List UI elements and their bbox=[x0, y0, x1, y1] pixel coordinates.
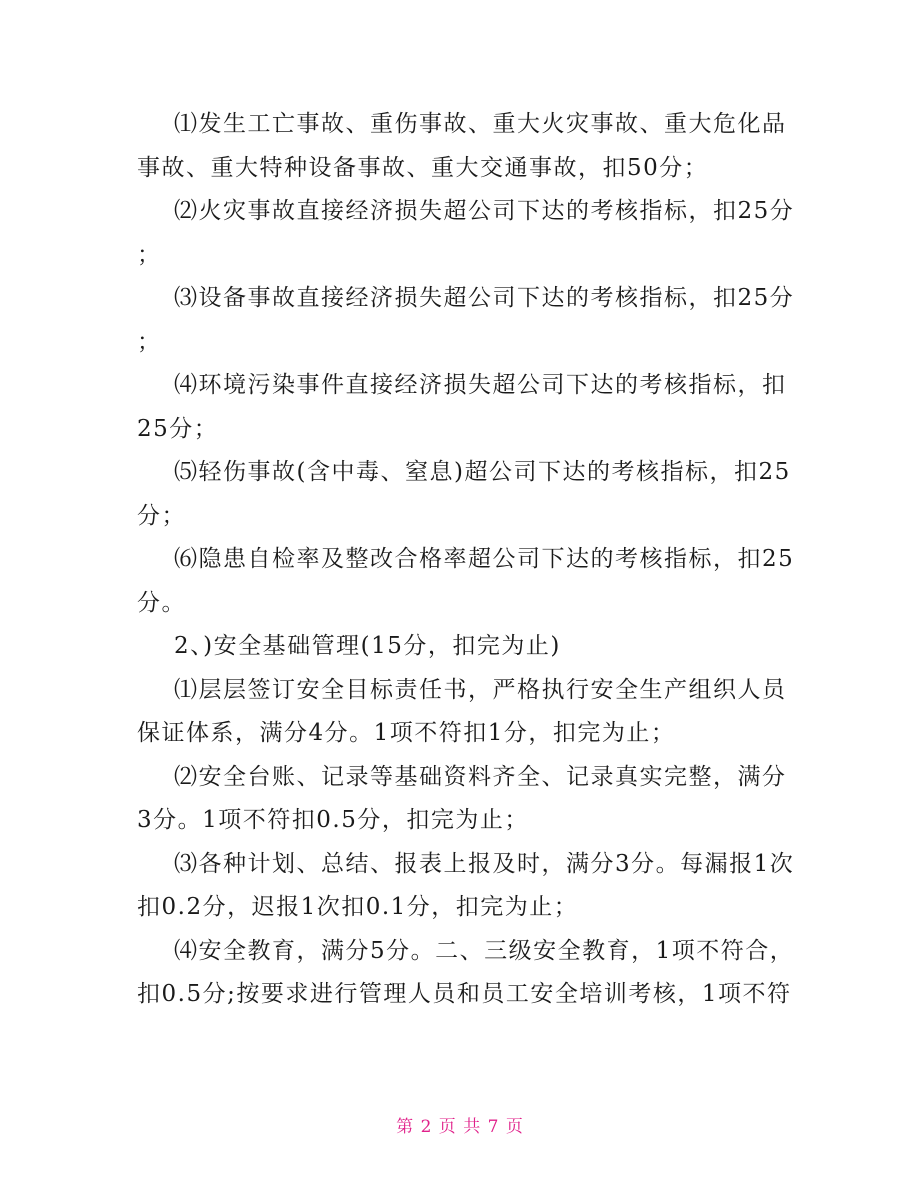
text-line: ⑸轻伤事故(含中毒、窒息)超公司下达的考核指标，扣25 bbox=[174, 459, 791, 485]
text-line: ⑶设备事故直接经济损失超公司下达的考核指标，扣25分 bbox=[174, 285, 795, 311]
document-body bbox=[137, 103, 795, 1017]
text-line: ⑷安全教育，满分5分。二、三级安全教育，1项不符合， bbox=[174, 937, 795, 964]
text-line: ⑶各种计划、总结、报表上报及时，满分3分。每漏报1次 bbox=[174, 850, 795, 877]
text-line: ⑴层层签订安全目标责任书，严格执行安全生产组织人员 bbox=[174, 676, 787, 703]
text-line: ⑹隐患自检率及整改合格率超公司下达的考核指标，扣25 bbox=[174, 546, 795, 572]
text-line: ⑵火灾事故直接经济损失超公司下达的考核指标，扣25分 bbox=[174, 198, 795, 224]
text-line: 3分。1项不符扣0.5分，扣完为止； bbox=[137, 807, 529, 833]
text-line: 事故、重大特种设备事故、重大交通事故，扣50分； bbox=[137, 154, 709, 181]
text-line: 扣0.2分，迟报1次扣0.1分，扣完为止； bbox=[137, 894, 579, 920]
section-heading: 2、)安全基础管理(15分，扣完为止) bbox=[174, 633, 561, 659]
text-line: 扣0.5分;按要求进行管理人员和员工安全培训考核，1项不符 bbox=[137, 981, 792, 1007]
page-number-footer: 第 2 页 共 7 页 bbox=[396, 1117, 524, 1137]
text-line: 分； bbox=[137, 502, 186, 529]
text-line: 25分； bbox=[137, 415, 219, 442]
text-line: 保证体系，满分4分。1项不符扣1分，扣完为止； bbox=[137, 720, 676, 746]
text-line: ⑷环境污染事件直接经济损失超公司下达的考核指标，扣 bbox=[174, 372, 787, 398]
text-line: ； bbox=[137, 328, 162, 355]
text-line: ； bbox=[137, 241, 162, 268]
text-line: ⑵安全台账、记录等基础资料齐全、记录真实完整，满分 bbox=[174, 763, 787, 790]
text-line: 分。 bbox=[137, 589, 186, 616]
text-line: ⑴发生工亡事故、重伤事故、重大火灾事故、重大危化品 bbox=[174, 111, 787, 137]
